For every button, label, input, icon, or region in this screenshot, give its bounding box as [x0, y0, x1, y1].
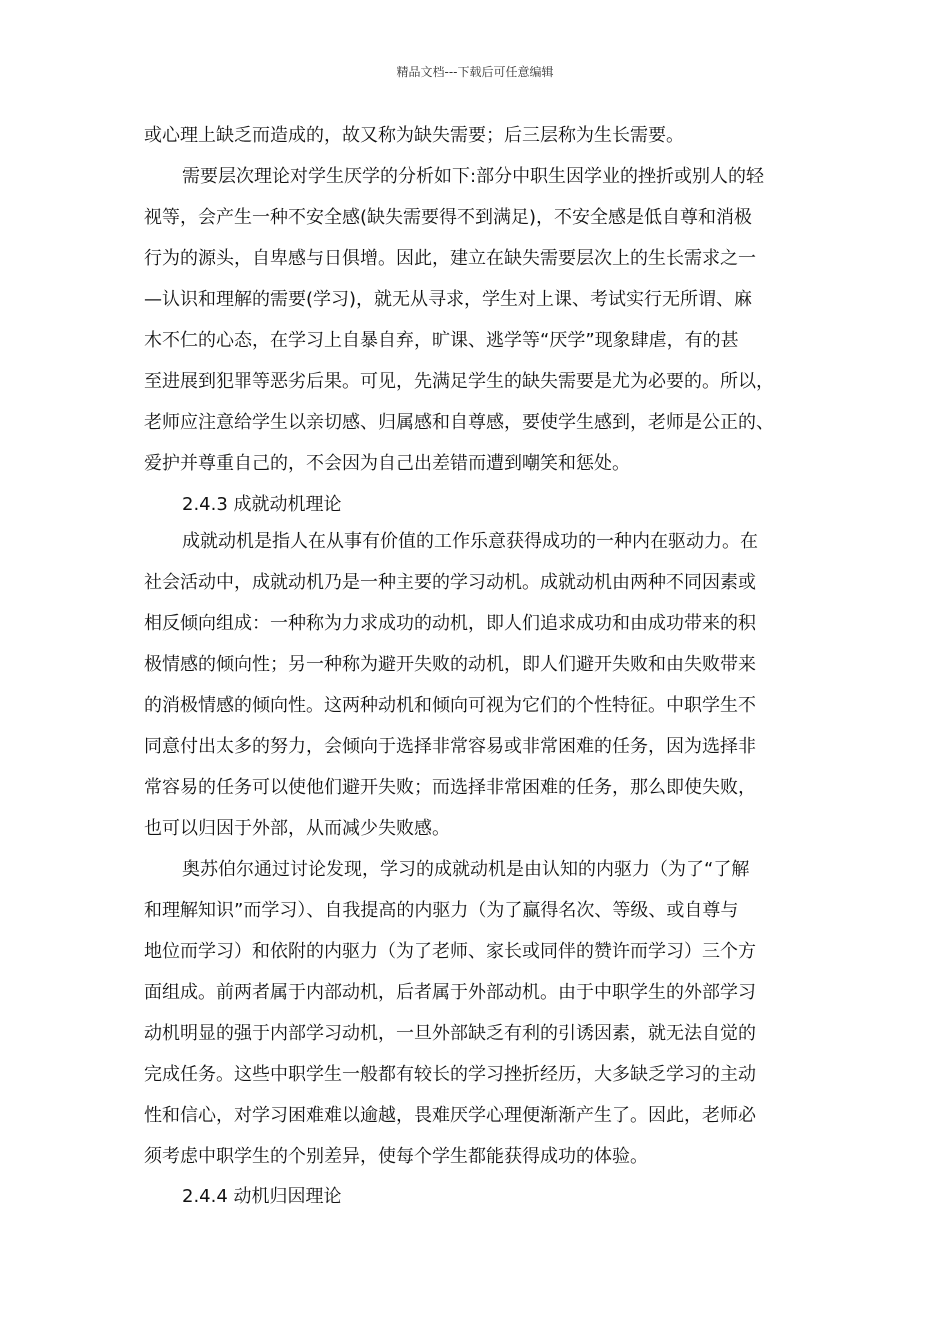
page-header: 精品文档---下载后可任意编辑: [396, 65, 554, 79]
text-line: 动机明显的强于内部学习动机，一旦外部缺乏有利的引诱因素，就无法自觉的: [144, 1023, 756, 1044]
text-line: 常容易的任务可以使他们避开失败；而选择非常困难的任务，那么即使失败，: [144, 777, 756, 798]
text-line: 和理解知识”而学习）、自我提高的内驱力（为了赢得名次、等级、或自尊与: [144, 900, 739, 921]
text-line: 社会活动中，成就动机乃是一种主要的学习动机。成就动机由两种不同因素或: [144, 572, 756, 593]
text-line: 完成任务。这些中职学生一般都有较长的学习挫折经历，大多缺乏学习的主动: [144, 1064, 756, 1085]
text-line: 需要层次理论对学生厌学的分析如下:部分中职生因学业的挫折或别人的轻: [182, 166, 765, 187]
text-line: 爱护并尊重自己的，不会因为自己出差错而遭到嘲笑和惩处。: [144, 453, 630, 474]
text-line: 面组成。前两者属于内部动机，后者属于外部动机。由于中职学生的外部学习: [144, 982, 756, 1003]
section-heading: 2.4.4 动机归因理论: [182, 1186, 342, 1207]
text-line: 行为的源头，自卑感与日俱增。因此，建立在缺失需要层次上的生长需求之一: [144, 248, 756, 269]
text-line: 性和信心，对学习困难难以逾越，畏难厌学心理便渐渐产生了。因此，老师必: [144, 1105, 756, 1126]
text-line: 地位而学习）和依附的内驱力（为了老师、家长或同伴的赞许而学习）三个方: [144, 941, 756, 962]
text-line: 老师应注意给学生以亲切感、归属感和自尊感，要使学生感到，老师是公正的、: [144, 412, 774, 433]
text-line: 奥苏伯尔通过讨论发现，学习的成就动机是由认知的内驱力（为了“了解: [182, 859, 750, 880]
text-line: 同意付出太多的努力，会倾向于选择非常容易或非常困难的任务，因为选择非: [144, 736, 756, 757]
text-line: 极情感的倾向性；另一种称为避开失败的动机，即人们避开失败和由失败带来: [144, 654, 756, 675]
text-line: 成就动机是指人在从事有价值的工作乐意获得成功的一种内在驱动力。在: [182, 531, 758, 552]
text-line: 或心理上缺乏而造成的，故又称为缺失需要；后三层称为生长需要。: [144, 125, 684, 146]
text-line: 也可以归因于外部，从而减少失败感。: [144, 818, 450, 839]
text-line: 的消极情感的倾向性。这两种动机和倾向可视为它们的个性特征。中职学生不: [144, 695, 756, 716]
text-line: 视等，会产生一种不安全感(缺失需要得不到满足)，不安全感是低自尊和消极: [144, 207, 753, 228]
text-line: 至进展到犯罪等恶劣后果。可见，先满足学生的缺失需要是尤为必要的。所以，: [144, 371, 774, 392]
text-line: 相反倾向组成：一种称为力求成功的动机，即人们追求成功和由成功带来的积: [144, 613, 756, 634]
text-line: —认识和理解的需要(学习)，就无从寻求，学生对上课、考试实行无所谓、麻: [144, 289, 753, 310]
text-line: 木不仁的心态，在学习上自暴自弃，旷课、逃学等“厌学”现象肆虐，有的甚: [144, 330, 739, 351]
text-line: 须考虑中职学生的个别差异，使每个学生都能获得成功的体验。: [144, 1146, 648, 1167]
section-heading: 2.4.3 成就动机理论: [182, 494, 342, 515]
